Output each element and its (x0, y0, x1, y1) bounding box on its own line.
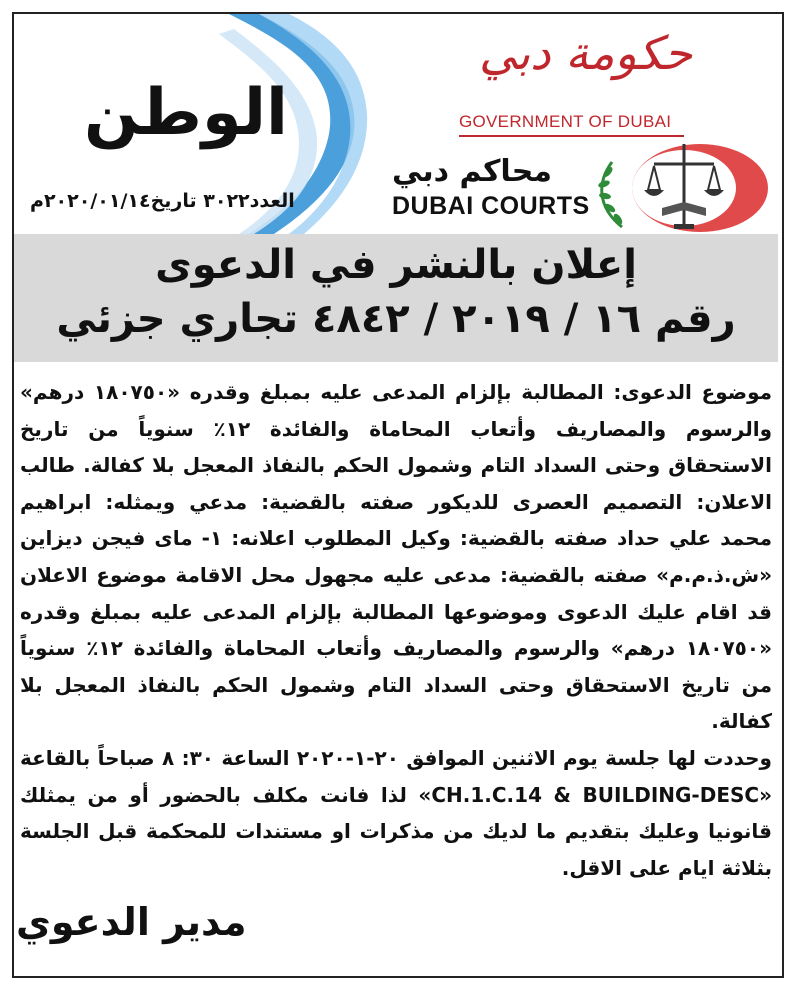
case-details-paragraph: موضوع الدعوى: المطالبة بإلزام المدعى عليه بمبلغ وقدره «١٨٠٧٥٠ درهم» والرسوم والمصاريف وأتعاب المحاماة والفائدة ١٢٪ سنوياً من تاريخ الاستحقاق وحتى السداد التام وشمول الحكم بالنفاذ المعجل بلا كفالة. طالب الاعلان: التصميم العصرى للديكور صفته بالقضية: مدعي ويمثله: ابراهيم محمد علي حداد صفته بالقضية: وكيل المطلوب اعلانه: ١- ماى فيجن ديزاين «ش.ذ.م.م» صفته بالقضية: مدعى عليه مجهول محل الاقامة موضوع الاعلان قد اقام عليك الدعوى وموضوعها المطالبة بإلزام المدعى عليه بمبلغ وقدره «١٨٠٧٥٠ درهم» والرسوم والمصاريف وأتعاب المحاماة والفائدة ١٢٪ سنوياً من تاريخ الاستحقاق وحتى السداد التام وشمول الحكم بالنفاذ المعجل بلا كفالة. (20, 380, 773, 734)
announcement-body (20, 374, 772, 886)
dubai-courts-arabic-label: محاكم دبي (392, 154, 552, 189)
announcement-title-band (14, 234, 778, 362)
government-of-dubai-arabic-logo: حكومة دبي (479, 26, 693, 80)
newspaper-logo: الوطن (84, 76, 288, 150)
case-number: رقم ١٦ / ٢٠١٩ / ٤٨٤٢ تجاري جزئي (56, 296, 736, 342)
dubai-courts-emblem-icon (592, 132, 772, 242)
header (14, 14, 782, 232)
hearing-paragraph: وحددت لها جلسة يوم الاثنين الموافق ٢٠-١-٢٠٢٠ الساعة ٣٠: ٨ صباحاً بالقاعة «CH.1.C.14 & BUILDING-DESC» لذا فانت مكلف بالحضور أو من يمثلك قانونيا وعليك بتقديم ما لديك من مذكرات او مستندات للمحكمة قبل الجلسة بثلاثة ايام على الاقل. (20, 745, 772, 880)
issue-date-line: العدد٣٠٢٢ تاريخ٢٠٢٠/٠١/١٤م (30, 190, 295, 212)
signature-case-manager: مدير الدعوي (16, 900, 247, 944)
announcement-title: إعلان بالنشر في الدعوى (155, 242, 637, 288)
dubai-courts-label: DUBAI COURTS (392, 192, 590, 220)
government-of-dubai-label: GOVERNMENT OF DUBAI (459, 112, 672, 131)
